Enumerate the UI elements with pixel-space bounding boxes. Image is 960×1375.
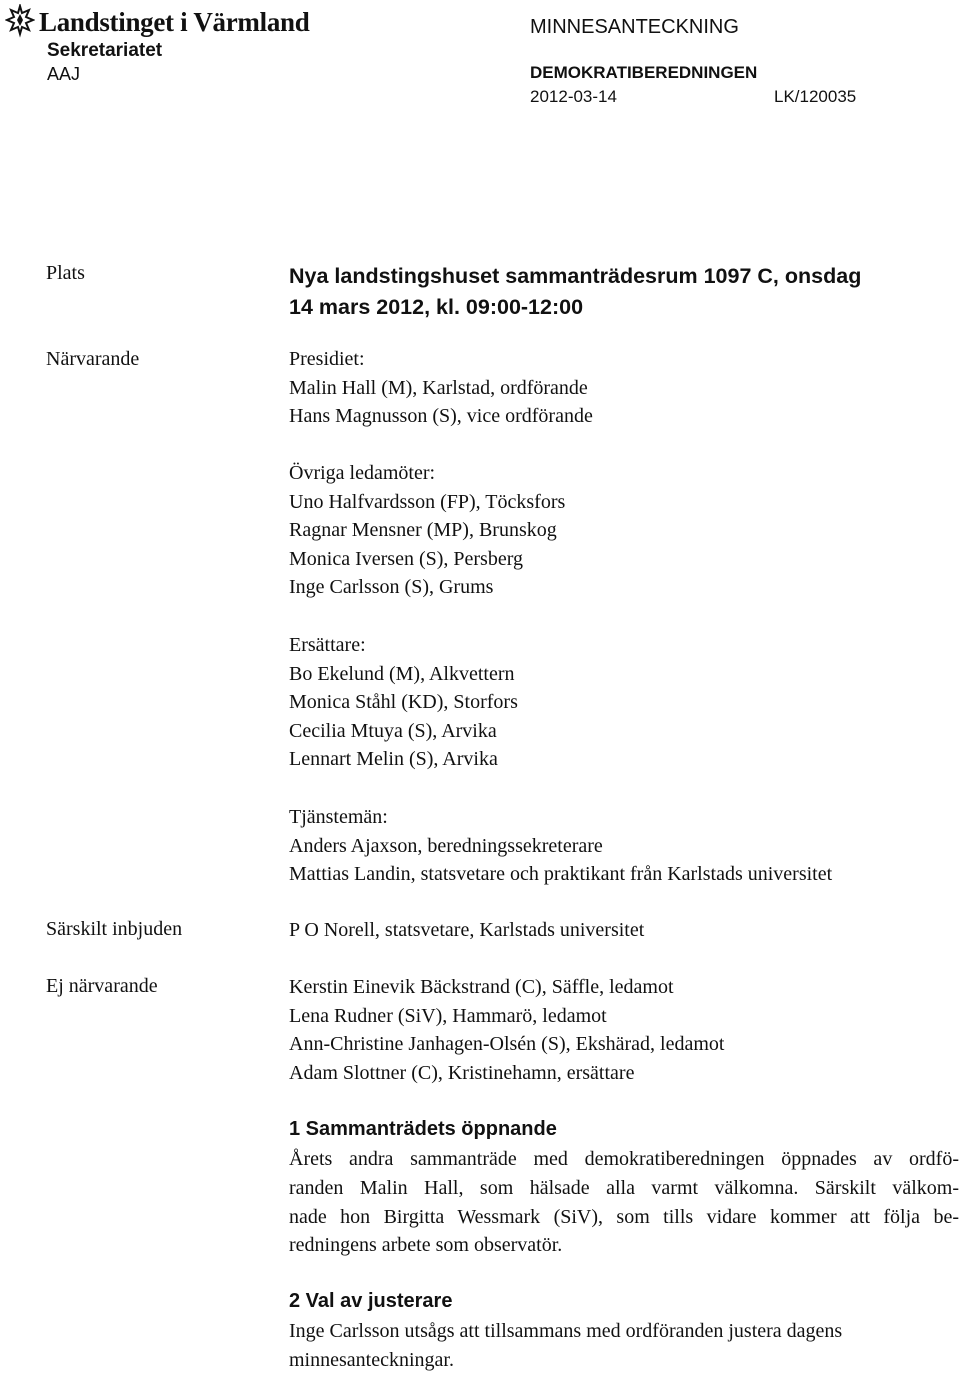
body-line: minnesanteckningar. (289, 1348, 454, 1371)
absent-member: Ann-Christine Janhagen-Olsén (S), Ekshärad, ledamot (289, 1033, 725, 1056)
attendee: Hans Magnusson (S), vice ordförande (289, 405, 593, 428)
attendee: Cecilia Mtuya (S), Arvika (289, 719, 497, 742)
attendee-group-ledamoter (289, 459, 565, 602)
section-heading: 1 Sammanträdets öppnande (289, 1118, 557, 1140)
special-guest: P O Norell, statsvetare, Karlstads universitet (289, 919, 645, 941)
attendee-group-ersattare (289, 631, 518, 774)
document-type: MINNESANTECKNING (530, 16, 739, 38)
logo (5, 4, 309, 40)
document-date: 2012-03-14 (530, 87, 617, 106)
absent-list (289, 973, 724, 1087)
group-title: Presidiet: (289, 348, 365, 370)
attendee: Malin Hall (M), Karlstad, ordförande (289, 376, 588, 399)
body-line: Årets andra sammanträde med demokratiberedningen öppnades av ordfö- (289, 1148, 959, 1170)
attendee: Ragnar Mensner (MP), Brunskog (289, 519, 557, 542)
attendee-group-presidiet (289, 345, 593, 431)
body-line: randen Malin Hall, som hälsade alla varmt välkomna. Särskilt välkom- (289, 1176, 959, 1199)
author-initials: AAJ (47, 64, 81, 84)
meeting-venue (289, 261, 861, 323)
attendee: Bo Ekelund (M), Alkvettern (289, 662, 515, 685)
attendee: Uno Halfvardsson (FP), Töcksfors (289, 490, 566, 513)
landstinget-emblem-icon (5, 4, 35, 40)
attendee: Lennart Melin (S), Arvika (289, 748, 498, 771)
narvarande-label: Närvarande (46, 348, 140, 370)
attendee: Inge Carlsson (S), Grums (289, 576, 494, 599)
venue-line: 14 mars 2012, kl. 09:00-12:00 (289, 295, 584, 319)
reference-number: LK/120035 (774, 87, 857, 106)
plats-label: Plats (46, 262, 85, 284)
sarskilt-inbjuden-label: Särskilt inbjuden (46, 918, 183, 940)
body-line: nade hon Birgitta Wessmark (SiV), som tills vidare kommer att följa be- (289, 1205, 959, 1228)
group-title: Övriga ledamöter: (289, 462, 436, 484)
committee-name: DEMOKRATIBEREDNINGEN (530, 63, 758, 82)
section-body (289, 1145, 959, 1260)
group-title: Ersättare: (289, 634, 366, 656)
section-heading: 2 Val av justerare (289, 1290, 453, 1312)
group-title: Tjänstemän: (289, 806, 388, 828)
attendee: Monica Iversen (S), Persberg (289, 547, 524, 570)
section-body (289, 1317, 959, 1375)
attendee-group-tjanstemen (289, 803, 832, 889)
department: Sekretariatet (47, 40, 163, 61)
venue-line: Nya landstingshuset sammanträdesrum 1097 C, onsdag (289, 264, 862, 288)
absent-member: Adam Slottner (C), Kristinehamn, ersättare (289, 1061, 635, 1084)
logo-text: Landstinget i Värmland (39, 6, 310, 37)
absent-member: Kerstin Einevik Bäckstrand (C), Säffle, ledamot (289, 976, 674, 998)
body-line: redningens arbete som observatör. (289, 1234, 563, 1257)
attendee: Monica Ståhl (KD), Storfors (289, 691, 518, 714)
attendee: Anders Ajaxson, beredningssekreterare (289, 834, 603, 857)
attendee: Mattias Landin, statsvetare och praktikant från Karlstads universitet (289, 863, 833, 886)
absent-member: Lena Rudner (SiV), Hammarö, ledamot (289, 1004, 607, 1027)
body-line: Inge Carlsson utsågs att tillsammans med ordföranden justera dagens (289, 1320, 843, 1342)
ej-narvarande-label: Ej närvarande (46, 975, 158, 997)
